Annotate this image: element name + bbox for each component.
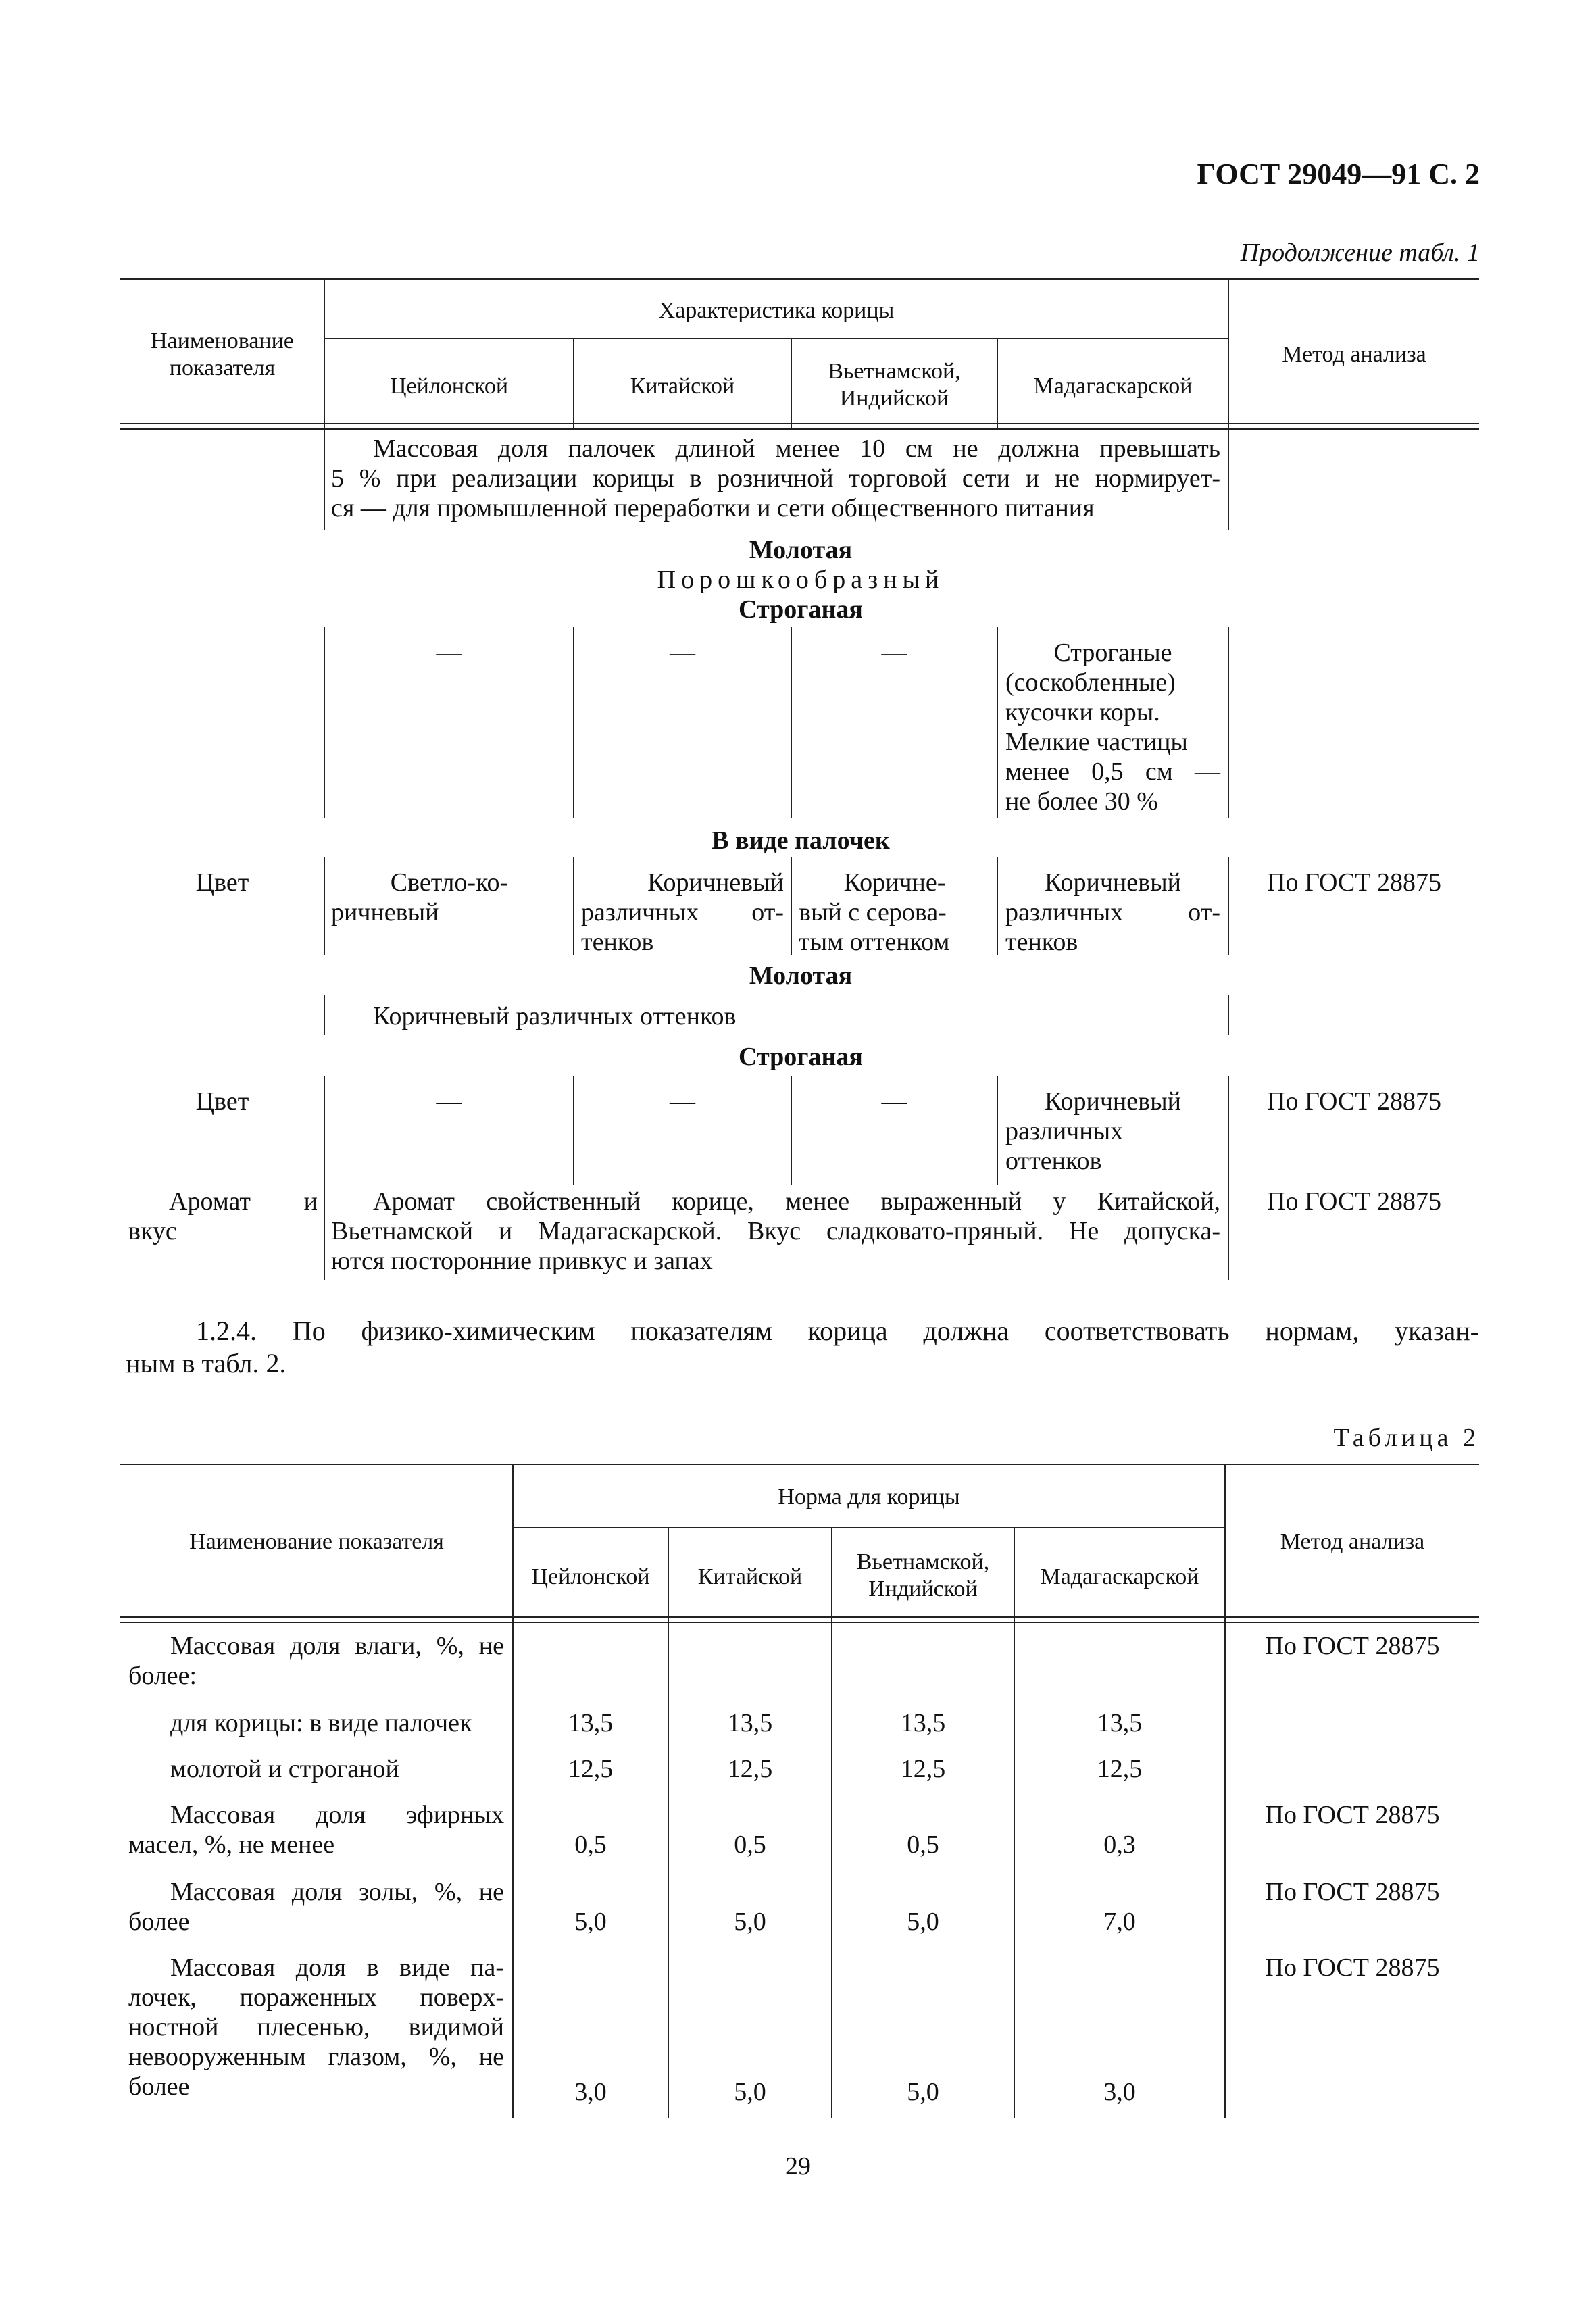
- planed-madagascar-description: Строганые (соскобленные) кусочки коры. Мелкие частицы менее 0,5 см — не более 30 %: [1005, 639, 1220, 816]
- powder-text: Порошкообразный: [657, 566, 945, 594]
- sticks-color-madagascar: Коричневый различных от- тенков: [1005, 868, 1220, 956]
- t2-col-norm-header: Норма для корицы: [778, 1485, 960, 1510]
- row-sticks-label: для корицы: в виде палочек: [170, 1709, 472, 1737]
- section-ground-heading-2: Молотая: [749, 962, 853, 990]
- sticks-ceylon-value: 13,5: [568, 1709, 614, 1737]
- sticks-vietnam-value: 13,5: [900, 1709, 946, 1737]
- section-planed-heading: Строганая: [739, 595, 863, 624]
- row-mold-method: По ГОСТ 28875: [1265, 1953, 1440, 1982]
- t2-col-method-header: Метод анализа: [1280, 1529, 1425, 1554]
- method-color-planed: По ГОСТ 28875: [1267, 1087, 1441, 1116]
- mold-ceylon-value: 3,0: [574, 2078, 607, 2106]
- sticks-madagascar-value: 13,5: [1097, 1709, 1143, 1737]
- aroma-label: Аромат и вкус: [128, 1187, 318, 1245]
- dash-ceylon: —: [436, 639, 462, 667]
- color-label: Цвет: [195, 868, 249, 897]
- sticks-chinese-value: 13,5: [727, 1709, 773, 1737]
- oils-chinese-value: 0,5: [734, 1831, 766, 1859]
- standard-header: ГОСТ 29049—91 С. 2: [1197, 157, 1480, 191]
- col-madagascar-header: Мадагаскарской: [1033, 374, 1193, 399]
- ash-chinese-value: 5,0: [734, 1908, 766, 1936]
- sticks-color-chinese: Коричневый различных от- тенков: [581, 868, 784, 956]
- col-indicator-header: Наименование показателя: [151, 328, 294, 380]
- ground-ceylon-value: 12,5: [568, 1755, 614, 1783]
- sticks-color-ceylon: Светло-ко- ричневый: [331, 868, 509, 926]
- mold-vietnam-value: 5,0: [907, 2078, 939, 2106]
- row-oils-method: По ГОСТ 28875: [1265, 1801, 1440, 1829]
- sticks-color-vietnam: Коричне- вый с серова- тым оттенком: [799, 868, 950, 956]
- t2-col-madagascar-header: Мадагаскарской: [1040, 1564, 1199, 1589]
- planed-color-madagascar: Коричневый различных оттенков: [1005, 1087, 1181, 1175]
- row-ash-label: Массовая доля золы, %, не более: [128, 1878, 504, 1936]
- method-aroma: По ГОСТ 28875: [1267, 1187, 1441, 1216]
- ground-madagascar-value: 12,5: [1097, 1755, 1143, 1783]
- paragraph-1-2-4: 1.2.4. По физико-химическим показателям корица должна соответствовать нормам, указан- ным в табл. 2.: [126, 1316, 1479, 1378]
- row-moisture-label: Массовая доля влаги, %, не более:: [128, 1632, 504, 1690]
- row-ash-method: По ГОСТ 28875: [1265, 1878, 1440, 1906]
- ground-color-text: Коричневый различных оттенков: [373, 1002, 737, 1030]
- t2-col-indicator-header: Наименование показателя: [189, 1529, 444, 1554]
- color-label-planed: Цвет: [195, 1087, 249, 1116]
- section-sticks-heading: В виде палочек: [712, 826, 890, 855]
- planed-dash-chinese: —: [670, 1087, 695, 1116]
- row-mold-label: Массовая доля в виде па- лочек, пораженных поверх- ностной плесенью, видимой невооруженным глазом, %, не более: [128, 1953, 504, 2101]
- table-continuation-caption: Продолжение табл. 1: [1240, 239, 1480, 267]
- oils-madagascar-value: 0,3: [1103, 1831, 1136, 1859]
- section-ground-heading: Молотая: [749, 536, 853, 564]
- col-vietnam-header: Вьетнамской, Индийской: [828, 359, 961, 411]
- col-characteristic-header: Характеристика корицы: [658, 298, 895, 323]
- col-ceylon-header: Цейлонской: [389, 374, 509, 399]
- aroma-description: Аромат свойственный корице, менее выраженный у Китайской, Вьетнамской и Мадагаскарской. Вкус сладковато-пряный. Не допуска- ются посторонние привкус и запах: [331, 1187, 1220, 1275]
- ash-ceylon-value: 5,0: [574, 1908, 607, 1936]
- t2-col-chinese-header: Китайской: [697, 1564, 803, 1589]
- mold-madagascar-value: 3,0: [1103, 2078, 1136, 2106]
- planed-dash-ceylon: —: [436, 1087, 462, 1116]
- mold-chinese-value: 5,0: [734, 2078, 766, 2106]
- row-ground-label: молотой и строганой: [170, 1755, 399, 1783]
- col-method-header: Метод анализа: [1282, 342, 1426, 367]
- t2-col-vietnam-header: Вьетнамской, Индийской: [856, 1549, 990, 1601]
- dash-chinese: —: [670, 639, 695, 667]
- ground-vietnam-value: 12,5: [900, 1755, 946, 1783]
- dash-vietnam: —: [881, 639, 907, 667]
- oils-ceylon-value: 0,5: [574, 1831, 607, 1859]
- ground-chinese-value: 12,5: [727, 1755, 773, 1783]
- table-2-caption: Таблица 2: [1333, 1424, 1480, 1452]
- row-oils-label: Массовая доля эфирных масел, %, не менее: [128, 1801, 504, 1859]
- section-planed-heading-2: Строганая: [739, 1043, 863, 1071]
- sticks-length-note: Массовая доля палочек длиной менее 10 см не должна превышать 5 % при реализации корицы в розничной торговой сети и не нормирует- ся — для промышленной переработки и сети общественного питания: [331, 434, 1220, 522]
- ash-madagascar-value: 7,0: [1103, 1908, 1136, 1936]
- col-chinese-header: Китайской: [630, 374, 735, 399]
- t2-col-ceylon-header: Цейлонской: [531, 1564, 650, 1589]
- page-number: 29: [785, 2152, 811, 2181]
- oils-vietnam-value: 0,5: [907, 1831, 939, 1859]
- row-moisture-method: По ГОСТ 28875: [1265, 1632, 1440, 1660]
- ash-vietnam-value: 5,0: [907, 1908, 939, 1936]
- planed-dash-vietnam: —: [881, 1087, 907, 1116]
- method-color-sticks: По ГОСТ 28875: [1267, 868, 1441, 897]
